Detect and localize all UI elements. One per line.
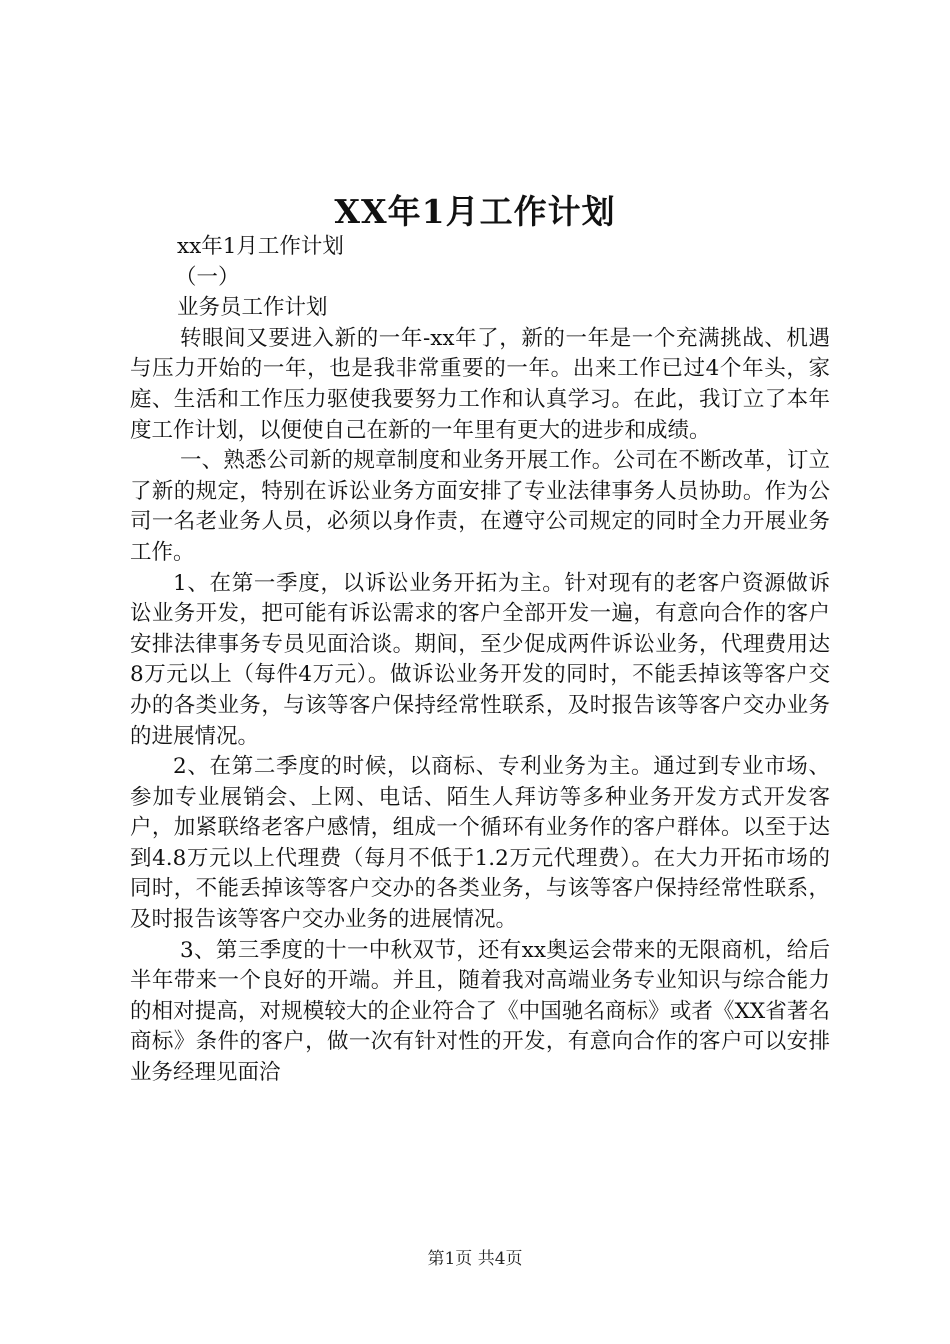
paragraph-section-one: 一、熟悉公司新的规章制度和业务开展工作。公司在不断改革，订立了新的规定，特别在诉讼业务方面安排了专业法律事务人员协助。作为公司一名老业务人员，必须以身作责，在遵守公司规定的同时全力开展业务工作。	[130, 448, 830, 565]
paragraph-item-two: 2、在第二季度的时候，以商标、专利业务为主。通过到专业市场、参加专业展销会、上网、电话、陌生人拜访等多种业务开发方式开发客户，加紧联络老客户感情，组成一个循环有业务作的客户群体。以至于达到4.8万元以上代理费（每月不低于1.2万元代理费）。在大力开拓市场的同时，不能丢掉该等客户交办的各类业务，与该等客户保持经常性联系，及时报告该等客户交办业务的进展情况。	[130, 754, 830, 933]
subtitle-line: xx年1月工作计划	[177, 234, 344, 259]
document-title: XX年1月工作计划	[334, 192, 616, 231]
section-heading-line: 业务员工作计划	[177, 295, 328, 321]
document-body	[130, 232, 830, 1089]
paragraph-intro: 转眼间又要进入新的一年-xx年了，新的一年是一个充满挑战、机遇与压力开始的一年，也是我非常重要的一年。出来工作已过4个年头，家庭、生活和工作压力驱使我要努力工作和认真学习。在此，我订立了本年度工作计划，以便使自己在新的一年里有更大的进步和成绩。	[130, 325, 830, 443]
page-footer: 第1页 共4页	[427, 1249, 523, 1269]
paragraph-item-one: 1、在第一季度，以诉讼业务开拓为主。针对现有的老客户资源做诉讼业务开发，把可能有诉讼需求的客户全部开发一遍，有意向合作的客户安排法律事务专员见面洽谈。期间，至少促成两件诉讼业务，代理费用达8万元以上（每件4万元）。做诉讼业务开发的同时，不能丢掉该等客户交办的各类业务，与该等客户保持经常性联系，及时报告该等客户交办业务的进展情况。	[130, 570, 830, 749]
section-number-line: （一）	[175, 264, 240, 290]
paragraph-item-three: 3、第三季度的十一中秋双节，还有xx奥运会带来的无限商机，给后半年带来一个良好的开端。并且，随着我对高端业务专业知识与综合能力的相对提高，对规模较大的企业符合了《中国驰名商标》或者《XX省著名商标》条件的客户，做一次有针对性的开发，有意向合作的客户可以安排业务经理见面洽	[130, 937, 830, 1086]
